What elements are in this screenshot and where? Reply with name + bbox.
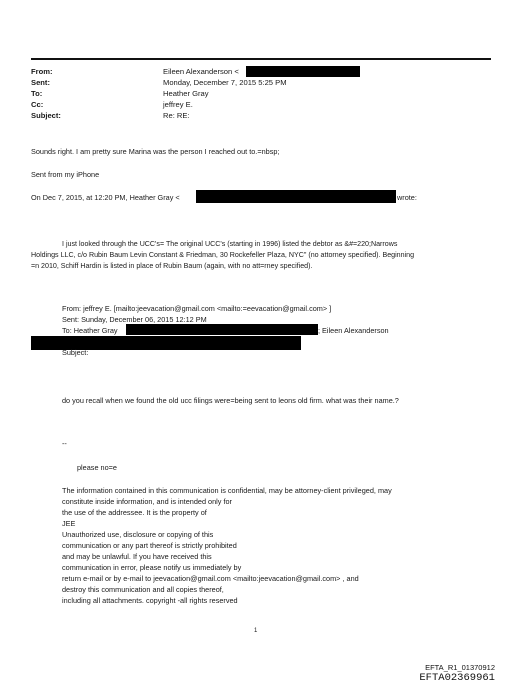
ucc-line-3: =n 2010, Schiff Hardin is listed in place of Rubin Baum (again, with no att=rney specified). <box>31 262 313 270</box>
redaction-box <box>246 66 360 77</box>
forwarded-to-end: ; Eileen Alexanderson <box>318 326 389 335</box>
please-note: please no=e <box>77 463 117 472</box>
disclaimer-line: communication or any part thereof is strictly prohibited <box>62 541 237 550</box>
subject-label: Subject: <box>31 111 61 120</box>
disclaimer-line: JEE <box>62 519 76 528</box>
redaction-box <box>126 324 318 335</box>
signature-line: Sent from my iPhone <box>31 170 100 179</box>
quote-intro-end: wrote: <box>397 193 417 202</box>
from-value: Eileen Alexanderson < <box>163 67 239 76</box>
forwarded-question: do you recall when we found the old ucc filings were=being sent to leons old firm. what was their name.? <box>62 396 399 405</box>
ucc-line-1: I just looked through the UCC's= The original UCC's (starting in 1996) listed the debtor as &#=220;Narrows <box>62 240 398 248</box>
bates-number-small: EFTA_R1_01370912 <box>425 663 495 672</box>
subject-value: Re: RE: <box>163 111 190 120</box>
sent-label: Sent: <box>31 78 50 87</box>
dashes: -- <box>62 439 67 448</box>
cc-label: Cc: <box>31 100 44 109</box>
disclaimer-line: including all attachments. copyright -all rights reserved <box>62 596 238 605</box>
forwarded-to: To: Heather Gray <box>62 326 118 335</box>
disclaimer-line: Unauthorized use, disclosure or copying of this <box>62 530 214 539</box>
disclaimer-line: the use of the addressee. It is the property of <box>62 508 207 517</box>
cc-value: jeffrey E. <box>163 100 193 109</box>
forwarded-from: From: jeffrey E. [mailto:jeevacation@gmail.com <mailto:=eevacation@gmail.com> ] <box>62 304 332 313</box>
bates-number-large: EFTA02369961 <box>419 672 495 684</box>
quote-intro: On Dec 7, 2015, at 12:20 PM, Heather Gray < <box>31 193 180 202</box>
to-value: Heather Gray <box>163 89 209 98</box>
reply-line: Sounds right. I am pretty sure Marina was the person I reached out to.=nbsp; <box>31 147 280 156</box>
forwarded-sent: Sent: Sunday, December 06, 2015 12:12 PM <box>62 315 207 324</box>
disclaimer-line: return e-mail or by e-mail to jeevacation@gmail.com <mailto:jeevacation@gmail.com> , and <box>62 574 359 583</box>
header-rule <box>31 58 491 60</box>
disclaimer-line: communication in error, please notify us immediately by <box>62 563 242 572</box>
ucc-line-2: Holdings LLC, c/o Rubin Baum Levin Constant & Friedman, 30 Rockefeller Plaza, NYC" (no attorney specified). Beginning <box>31 251 415 259</box>
disclaimer-line: and may be unlawful. If you have received this <box>62 552 212 561</box>
sent-value: Monday, December 7, 2015 5:25 PM <box>163 78 287 87</box>
page-number: 1 <box>254 628 258 634</box>
from-label: From: <box>31 67 53 76</box>
disclaimer-line: destroy this communication and all copies thereof, <box>62 585 224 594</box>
forwarded-subject: Subject: <box>62 348 89 357</box>
disclaimer-line: constitute inside information, and is intended only for <box>62 497 232 506</box>
disclaimer-line: The information contained in this communication is confidential, may be attorney-client privileged, may <box>62 486 392 495</box>
to-label: To: <box>31 89 43 98</box>
redaction-box <box>196 190 396 203</box>
